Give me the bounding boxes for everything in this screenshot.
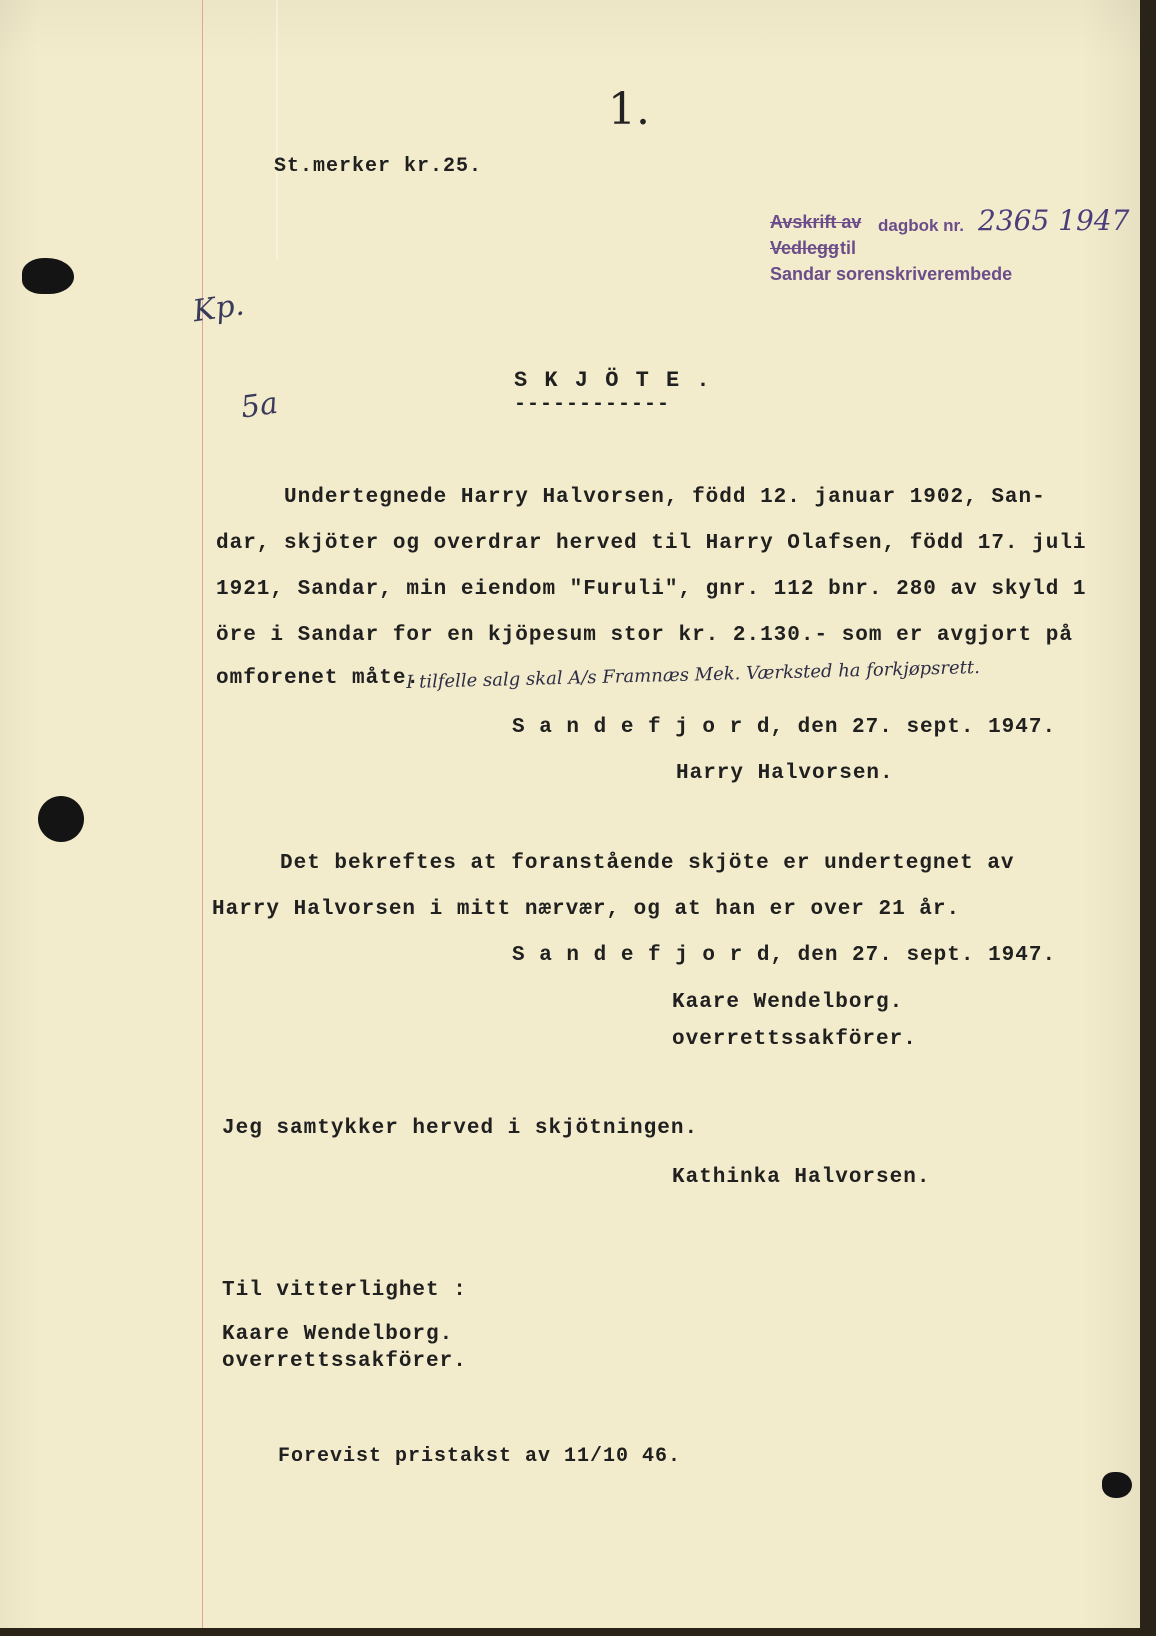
witness-name: Kaare Wendelborg. bbox=[222, 1323, 454, 1346]
place-date-2: S a n d e f j o r d, den 27. sept. 1947. bbox=[512, 944, 1057, 967]
stamp-struck-text: Avskrift av bbox=[770, 212, 862, 232]
consent-text: Jeg samtykker herved i skjötningen. bbox=[222, 1117, 699, 1140]
body-line-3: 1921, Sandar, min eiendom "Furuli", gnr. 112 bnr. 280 av skyld 1 bbox=[216, 578, 1087, 601]
margin-note-line1: Kp. bbox=[190, 287, 247, 330]
margin-note bbox=[181, 218, 289, 497]
title-underline: ------------ bbox=[514, 393, 671, 416]
stamp-fee-note: St.merker kr.25. bbox=[274, 155, 483, 178]
signer-1: Harry Halvorsen. bbox=[676, 762, 894, 785]
witness-title: overrettssakförer. bbox=[222, 1350, 467, 1373]
body-line-2: dar, skjöter og overdrar herved til Harry Olafsen, född 17. juli bbox=[216, 532, 1087, 555]
page-number: 1. bbox=[608, 84, 650, 135]
body-line-5: omforenet måte. bbox=[216, 667, 421, 690]
body-line-1: Undertegnede Harry Halvorsen, född 12. januar 1902, San- bbox=[216, 486, 1046, 509]
body-line-4: öre i Sandar for en kjöpesum stor kr. 2.130.- som er avgjort på bbox=[216, 624, 1073, 647]
margin-note-line2: 5a bbox=[238, 385, 281, 426]
stamp-vedlegg-struck: Vedlegg bbox=[770, 238, 840, 258]
binding-hole-middle bbox=[38, 796, 84, 842]
confirmation-line-2: Harry Halvorsen i mitt nærvær, og at han er over 21 år. bbox=[212, 898, 961, 921]
paper-crease bbox=[276, 0, 278, 260]
binding-hole-right bbox=[1102, 1472, 1132, 1498]
signer-2-title: overrettssakförer. bbox=[672, 1028, 917, 1051]
witness-heading: Til vitterlighet : bbox=[222, 1279, 467, 1302]
stamp-dagbok-label: dagbok nr. bbox=[878, 216, 964, 235]
consent-signer: Kathinka Halvorsen. bbox=[672, 1166, 931, 1189]
binding-hole-top bbox=[22, 258, 74, 294]
place-date-1: S a n d e f j o r d, den 27. sept. 1947. bbox=[512, 716, 1057, 739]
handwritten-addition: I tilfelle salg skal A/s Framnæs Mek. Værksted ha forkjøpsrett. bbox=[406, 656, 981, 693]
confirmation-line-1: Det bekreftes at foranstående skjöte er undertegnet av bbox=[212, 852, 1015, 875]
document-title: S K J Ö T E . bbox=[514, 368, 712, 393]
stamp-dagbok-number: 2365 1947 bbox=[978, 204, 1130, 237]
footer-note: Forevist pristakst av 11/10 46. bbox=[278, 1445, 682, 1468]
stamp-vedlegg-til: til bbox=[840, 238, 856, 258]
signer-2-name: Kaare Wendelborg. bbox=[672, 991, 904, 1014]
stamp-office-name: Sandar sorenskriverembede bbox=[770, 264, 1013, 284]
